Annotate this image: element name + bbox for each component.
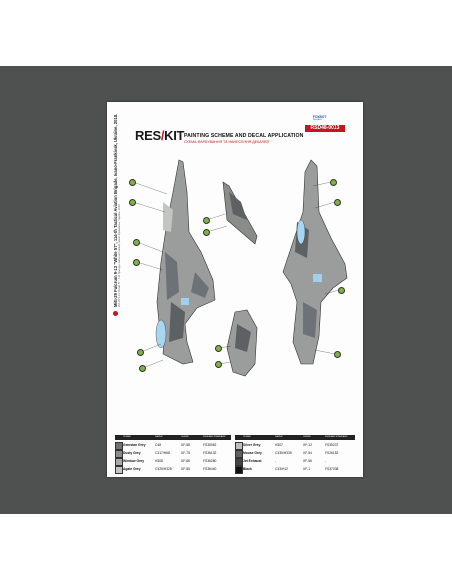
sheet-title: PAINTING SCHEME AND DECAL APPLICATION [184, 133, 304, 139]
header-cell: GUNZE [303, 436, 311, 438]
callout-marker [334, 351, 341, 358]
table-row: Window Grey H308 XF-66 FS36280 [115, 457, 231, 465]
aircraft-caption-sub: МіГ-29 9-13 "Білий 57", 114 бригада тактичної авіації, Івано-Франківськ, Україна, 2018 [118, 204, 121, 307]
publisher-logo: FOXBOT [313, 115, 327, 119]
callout-marker [133, 239, 140, 246]
header-cell: GUNZE [181, 436, 189, 438]
table-row: Black C33/H12 XF-1 FS37038 [235, 465, 355, 473]
header-cell: ФАРБИ [275, 436, 283, 438]
aircraft-drawings [107, 102, 363, 477]
bottom-view-aircraft [283, 160, 347, 364]
product-code-badge: RSD48-0013 [305, 125, 345, 132]
sheet-subtitle: СХЕМА ФАРБУВАННЯ ТА НАНЕСЕННЯ ДЕКАЛЕЙ [184, 140, 270, 144]
callout-marker [215, 361, 222, 368]
callout-marker [139, 365, 146, 372]
table-row: Dusty Grey C317/H68 XF-75 FS36132 [115, 449, 231, 457]
table-row: Gemstan Grey C48 XF-58 FS35062 [115, 441, 231, 449]
header-cell: ФАРБИ [155, 436, 163, 438]
brand-logo: RES/KIT [135, 128, 185, 143]
color-swatch [115, 466, 123, 474]
callout-marker [133, 259, 140, 266]
aircraft-caption-title: MiG-29 Fulcrum 9-13 "White 57", 114-th Tactical Aviation Brigade, Ivano-Frankivsk, Ukraine, 2018. [113, 113, 118, 307]
table-row: Jet Exhaust - XF-56 - [235, 457, 355, 465]
callout-marker [137, 349, 144, 356]
color-swatch [235, 466, 243, 474]
callout-marker [338, 287, 345, 294]
callout-marker [203, 217, 210, 224]
callout-marker [129, 199, 136, 206]
callout-marker [334, 199, 341, 206]
callout-marker [129, 179, 136, 186]
instruction-sheet[interactable] [107, 102, 363, 477]
wing-detail-views [223, 182, 257, 376]
table-header [235, 435, 355, 440]
top-background [0, 0, 452, 66]
callout-marker [330, 179, 337, 186]
top-view-aircraft [156, 160, 215, 364]
table-header [115, 435, 231, 440]
publisher-sub: DECALS [313, 119, 322, 121]
callout-marker [203, 229, 210, 236]
table-row: Agate Grey C325/H325 XF-55 FS36440 [115, 465, 231, 473]
callout-marker [215, 345, 222, 352]
table-row: Mouse Grey C335/H335 XF-54 FS26152 [235, 449, 355, 457]
table-row: Silver Grey H307 XF-12 FS35237 [235, 441, 355, 449]
header-cell: ГЕЛЕВІ [243, 436, 251, 438]
header-cell: FEDERAL STANDARD [203, 436, 226, 438]
header-cell: ГЕЛЕВІ [123, 436, 131, 438]
header-cell: FEDERAL STANDARD [325, 436, 348, 438]
bottom-background [0, 514, 452, 584]
